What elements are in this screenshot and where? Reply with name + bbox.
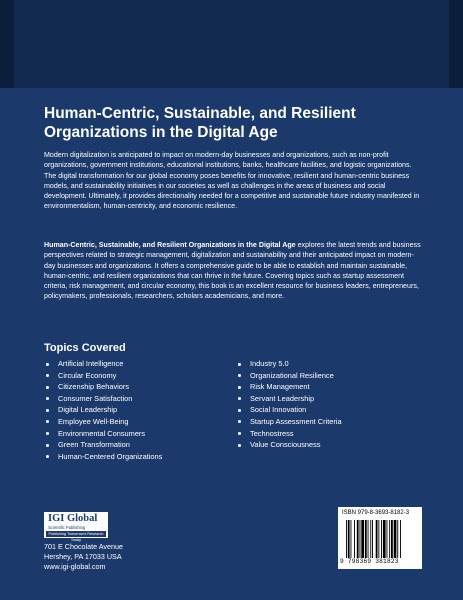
barcode-bar [365,520,367,558]
barcode-bar [376,520,378,558]
barcode-bar [381,520,382,558]
spine-edge-left [0,0,14,88]
barcode-bar [361,520,364,558]
publisher-website: www.igi-global.com [44,562,106,571]
spine-edge-right [449,0,463,88]
description-paragraph-1: Modern digitalization is anticipated to impact on modern-day businesses and organizations, such as non-profit organizations, government institutions, educational institutions, banks, healthcare facilities, and logistic organizations. The digital transformation for our global economy poses benefits for innovative, resilient and human-centric business models, and sustainability initiatives in our societies as well as challenges in the areas of business and social development. Ultimately, it provides directionality needed for a competitive and sustainable future industry manifested in environmentalism, human-centricity, and economic resilience. [44,151,420,211]
barcode-bar [348,520,350,558]
barcode-bars [346,520,418,558]
top-band [0,0,463,88]
topics-list-left [44,358,162,462]
barcode-bar [351,520,352,558]
barcode-bar [368,520,369,558]
publisher-logo-name: IGI Global [48,513,98,524]
topic-item: Green Transformation [44,439,162,451]
topic-item: Industry 5.0 [236,358,342,370]
address-line-2: Hershey, PA 17033 USA [44,552,122,561]
barcode-bar [357,520,359,558]
barcode-bar [397,520,398,558]
publisher-logo [44,512,108,542]
topic-item: Startup Assessment Criteria [236,416,342,428]
barcode-bar [383,520,386,558]
barcode-bar [370,520,371,558]
topics-heading: Topics Covered [44,342,126,354]
publisher-logo-sub: Scientific Publishing [48,525,86,530]
barcode-bar [387,520,388,558]
topic-item: Social Innovation [236,404,342,416]
barcode-bar [360,520,361,558]
topic-item: Human-Centered Organizations [44,451,162,463]
barcode-bar [354,520,355,558]
topic-item: Risk Management [236,381,342,393]
publisher-logo-tagline: Publishing Tomorrow's Research Today [46,531,106,537]
book-title-line1: Human-Centric, Sustainable, and Resilient [44,105,356,122]
barcode-bar [394,520,397,558]
topic-item: Organizational Resilience [236,370,342,382]
topic-item: Circular Economy [44,370,162,382]
topics-list-right [236,358,342,451]
topic-item: Technostress [236,428,342,440]
barcode-digits: 9 798369 381823 [340,558,399,565]
topic-item: Servant Leadership [236,393,342,405]
barcode-bar [389,520,390,558]
isbn-label: ISBN 979-8-3693-8182-3 [342,510,410,516]
paragraph-2-text: explores the latest trends and business perspectives related to strategic management, digitalization and sustainability and their anticipated impact on modern-day businesses and organizations. It offers a comprehensive guide to be able to establish and maintain sustainable, human-centric, and resilient organizations that can thrive in the future. Covering topics such as startup assessment criteria, risk management, and circular economy, this book is an excellent resource for business leaders, entrepreneurs, policymakers, professionals, researchers, scholars academicians, and more. [44,241,421,301]
topic-item: Digital Leadership [44,404,162,416]
topic-item: Environmental Consumers [44,428,162,440]
publisher-address [44,542,123,572]
barcode-bar [378,520,379,558]
barcode-bar [346,520,347,558]
topic-item: Employee Well-Being [44,416,162,428]
isbn-barcode [338,507,422,569]
book-title [44,104,424,142]
topic-item: Value Consciousness [236,439,342,451]
topic-item: Consumer Satisfaction [44,393,162,405]
topic-item: Citizenship Behaviors [44,381,162,393]
topic-item: Artificial Intelligence [44,358,162,370]
paragraph-2-book-title: Human-Centric, Sustainable, and Resilient Organizations in the Digital Age [44,241,296,249]
barcode-bar [400,520,401,558]
book-title-line2: Organizations in the Digital Age [44,124,278,141]
barcode-bar [391,520,393,558]
description-paragraph-2 [44,240,424,302]
address-line-1: 701 E Chocolate Avenue [44,542,123,551]
barcode-bar [372,520,373,558]
